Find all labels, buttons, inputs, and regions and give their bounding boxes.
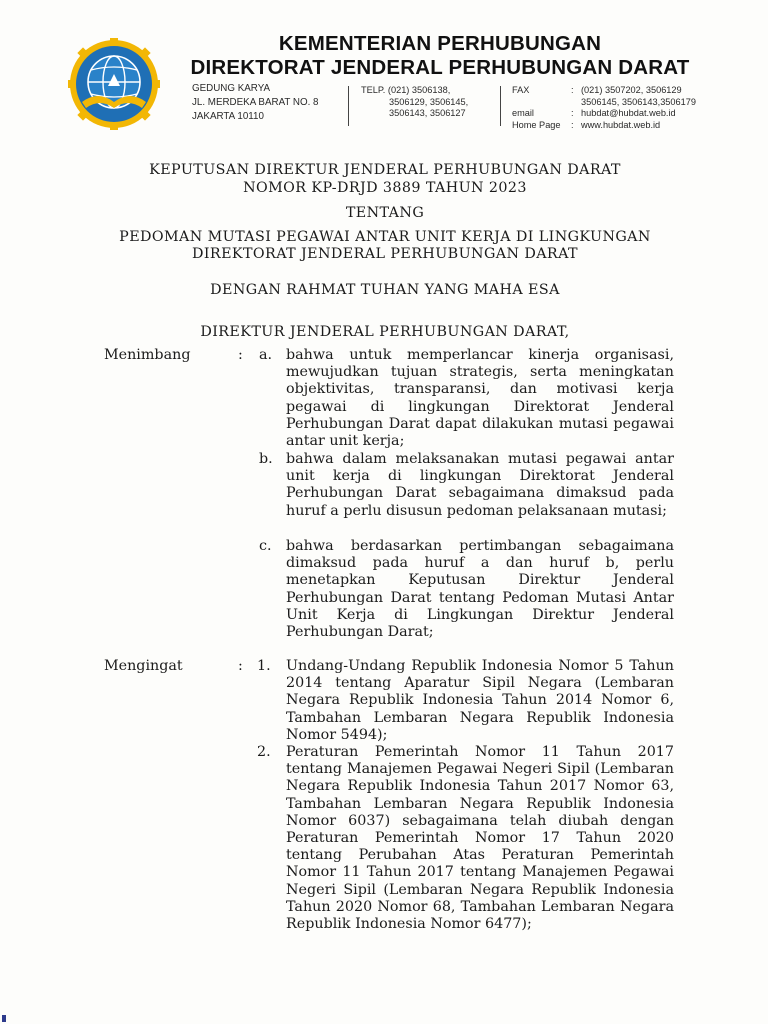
decree-title: KEPUTUSAN DIREKTUR JENDERAL PERHUBUNGAN DARAT: [149, 162, 621, 178]
item-marker: b.: [259, 451, 273, 467]
homepage-link[interactable]: www.hubdat.web.id: [581, 120, 661, 130]
homepage-label: Home Page: [512, 120, 561, 130]
telp-block: [361, 85, 450, 97]
item-marker: a.: [259, 347, 273, 363]
telp-label: TELP.: [361, 85, 386, 95]
section-colon: :: [238, 658, 243, 674]
ministry-logo: [68, 38, 160, 130]
consideration-item: bahwa berdasarkan pertimbangan sebagaimana dimaksud pada huruf a dan huruf b, perlu menetapkan Keputusan Direktur Jenderal Perhubungan Darat tentang Pedoman Mutasi Antar Unit Kerja di Lingkungan Direktur Jenderal Perhubungan Darat;: [286, 538, 674, 641]
fax-label: FAX: [512, 85, 530, 95]
divider: [500, 86, 501, 126]
address-line: JAKARTA 10110: [192, 111, 264, 122]
divider: [348, 86, 349, 126]
item-marker: 2.: [257, 744, 271, 760]
separator: :: [571, 85, 574, 95]
blessing-line: DENGAN RAHMAT TUHAN YANG MAHA ESA: [210, 282, 560, 298]
fax-line: (021) 3507202, 3506129: [581, 85, 682, 95]
ministry-name: KEMENTERIAN PERHUBUNGAN: [278, 32, 602, 55]
address-line: GEDUNG KARYA: [192, 83, 271, 94]
decree-subject-line: DIREKTORAT JENDERAL PERHUBUNGAN DARAT: [192, 246, 578, 262]
decree-about: TENTANG: [345, 205, 425, 221]
separator: :: [571, 108, 574, 118]
email-label: email: [512, 108, 534, 118]
legal-basis-item: Peraturan Pemerintah Nomor 11 Tahun 2017 tentang Manajemen Pegawai Negeri Sipil (Lembaran Negara Republik Indonesia Tahun 2017 Nomor 63, Tambahan Lembaran Negara Republik Indonesia Nomor 6037) sebagaimana telah diubah dengan Peraturan Pemerintah Nomor 17 Tahun 2020 tentang Perubahan Atas Peraturan Pemerintah Nomor 11 Tahun 2017 tentang Manajemen Pegawai Negeri Sipil (Lembaran Negara Republik Indonesia Tahun 2020 Nomor 68, Tambahan Lembaran Negara Republik Indonesia Nomor 6477);: [286, 744, 674, 933]
decree-subject-line: PEDOMAN MUTASI PEGAWAI ANTAR UNIT KERJA DI LINGKUNGAN: [119, 229, 651, 245]
address-line: JL. MERDEKA BARAT NO. 8: [192, 97, 319, 108]
consideration-item: bahwa untuk memperlancar kinerja organisasi, mewujudkan tujuan strategis, serta meningkatan objektivitas, transparansi, dan motivasi kerja pegawai di lingkungan Direktorat Jenderal Perhubungan Darat dapat dilakukan mutasi pegawai antar unit kerja;: [286, 347, 674, 450]
directorate-name: DIREKTORAT JENDERAL PERHUBUNGAN DARAT: [190, 56, 690, 79]
item-marker: c.: [259, 538, 272, 554]
section-colon: :: [238, 347, 243, 363]
section-label-mengingat: Mengingat: [104, 658, 183, 674]
section-label-menimbang: Menimbang: [104, 347, 191, 363]
telp-line: 3506143, 3506127: [389, 108, 466, 118]
item-marker: 1.: [257, 658, 271, 674]
scan-mark: [2, 1015, 6, 1022]
official-title: DIREKTUR JENDERAL PERHUBUNGAN DARAT,: [200, 324, 570, 340]
legal-basis-item: Undang-Undang Republik Indonesia Nomor 5 Tahun 2014 tentang Aparatur Sipil Negara (Lembaran Negara Republik Indonesia Tahun 2014 Nomor 6, Tambahan Lembaran Negara Republik Indonesia Nomor 5494);: [286, 658, 674, 743]
email-link[interactable]: hubdat@hubdat.web.id: [581, 108, 676, 118]
telp-line: 3506129, 3506145,: [389, 97, 469, 107]
address-block: [192, 82, 319, 124]
consideration-item: bahwa dalam melaksanakan mutasi pegawai antar unit kerja di lingkungan Direktorat Jenderal Perhubungan Darat sebagaimana dimaksud pada huruf a perlu disusun pedoman pelaksanaan mutasi;: [286, 451, 674, 519]
telp-line: (021) 3506138,: [387, 85, 451, 95]
separator: :: [571, 120, 574, 130]
decree-number: NOMOR KP-DRJD 3889 TAHUN 2023: [243, 180, 527, 196]
fax-line: 3506145, 3506143,3506179: [581, 97, 696, 107]
